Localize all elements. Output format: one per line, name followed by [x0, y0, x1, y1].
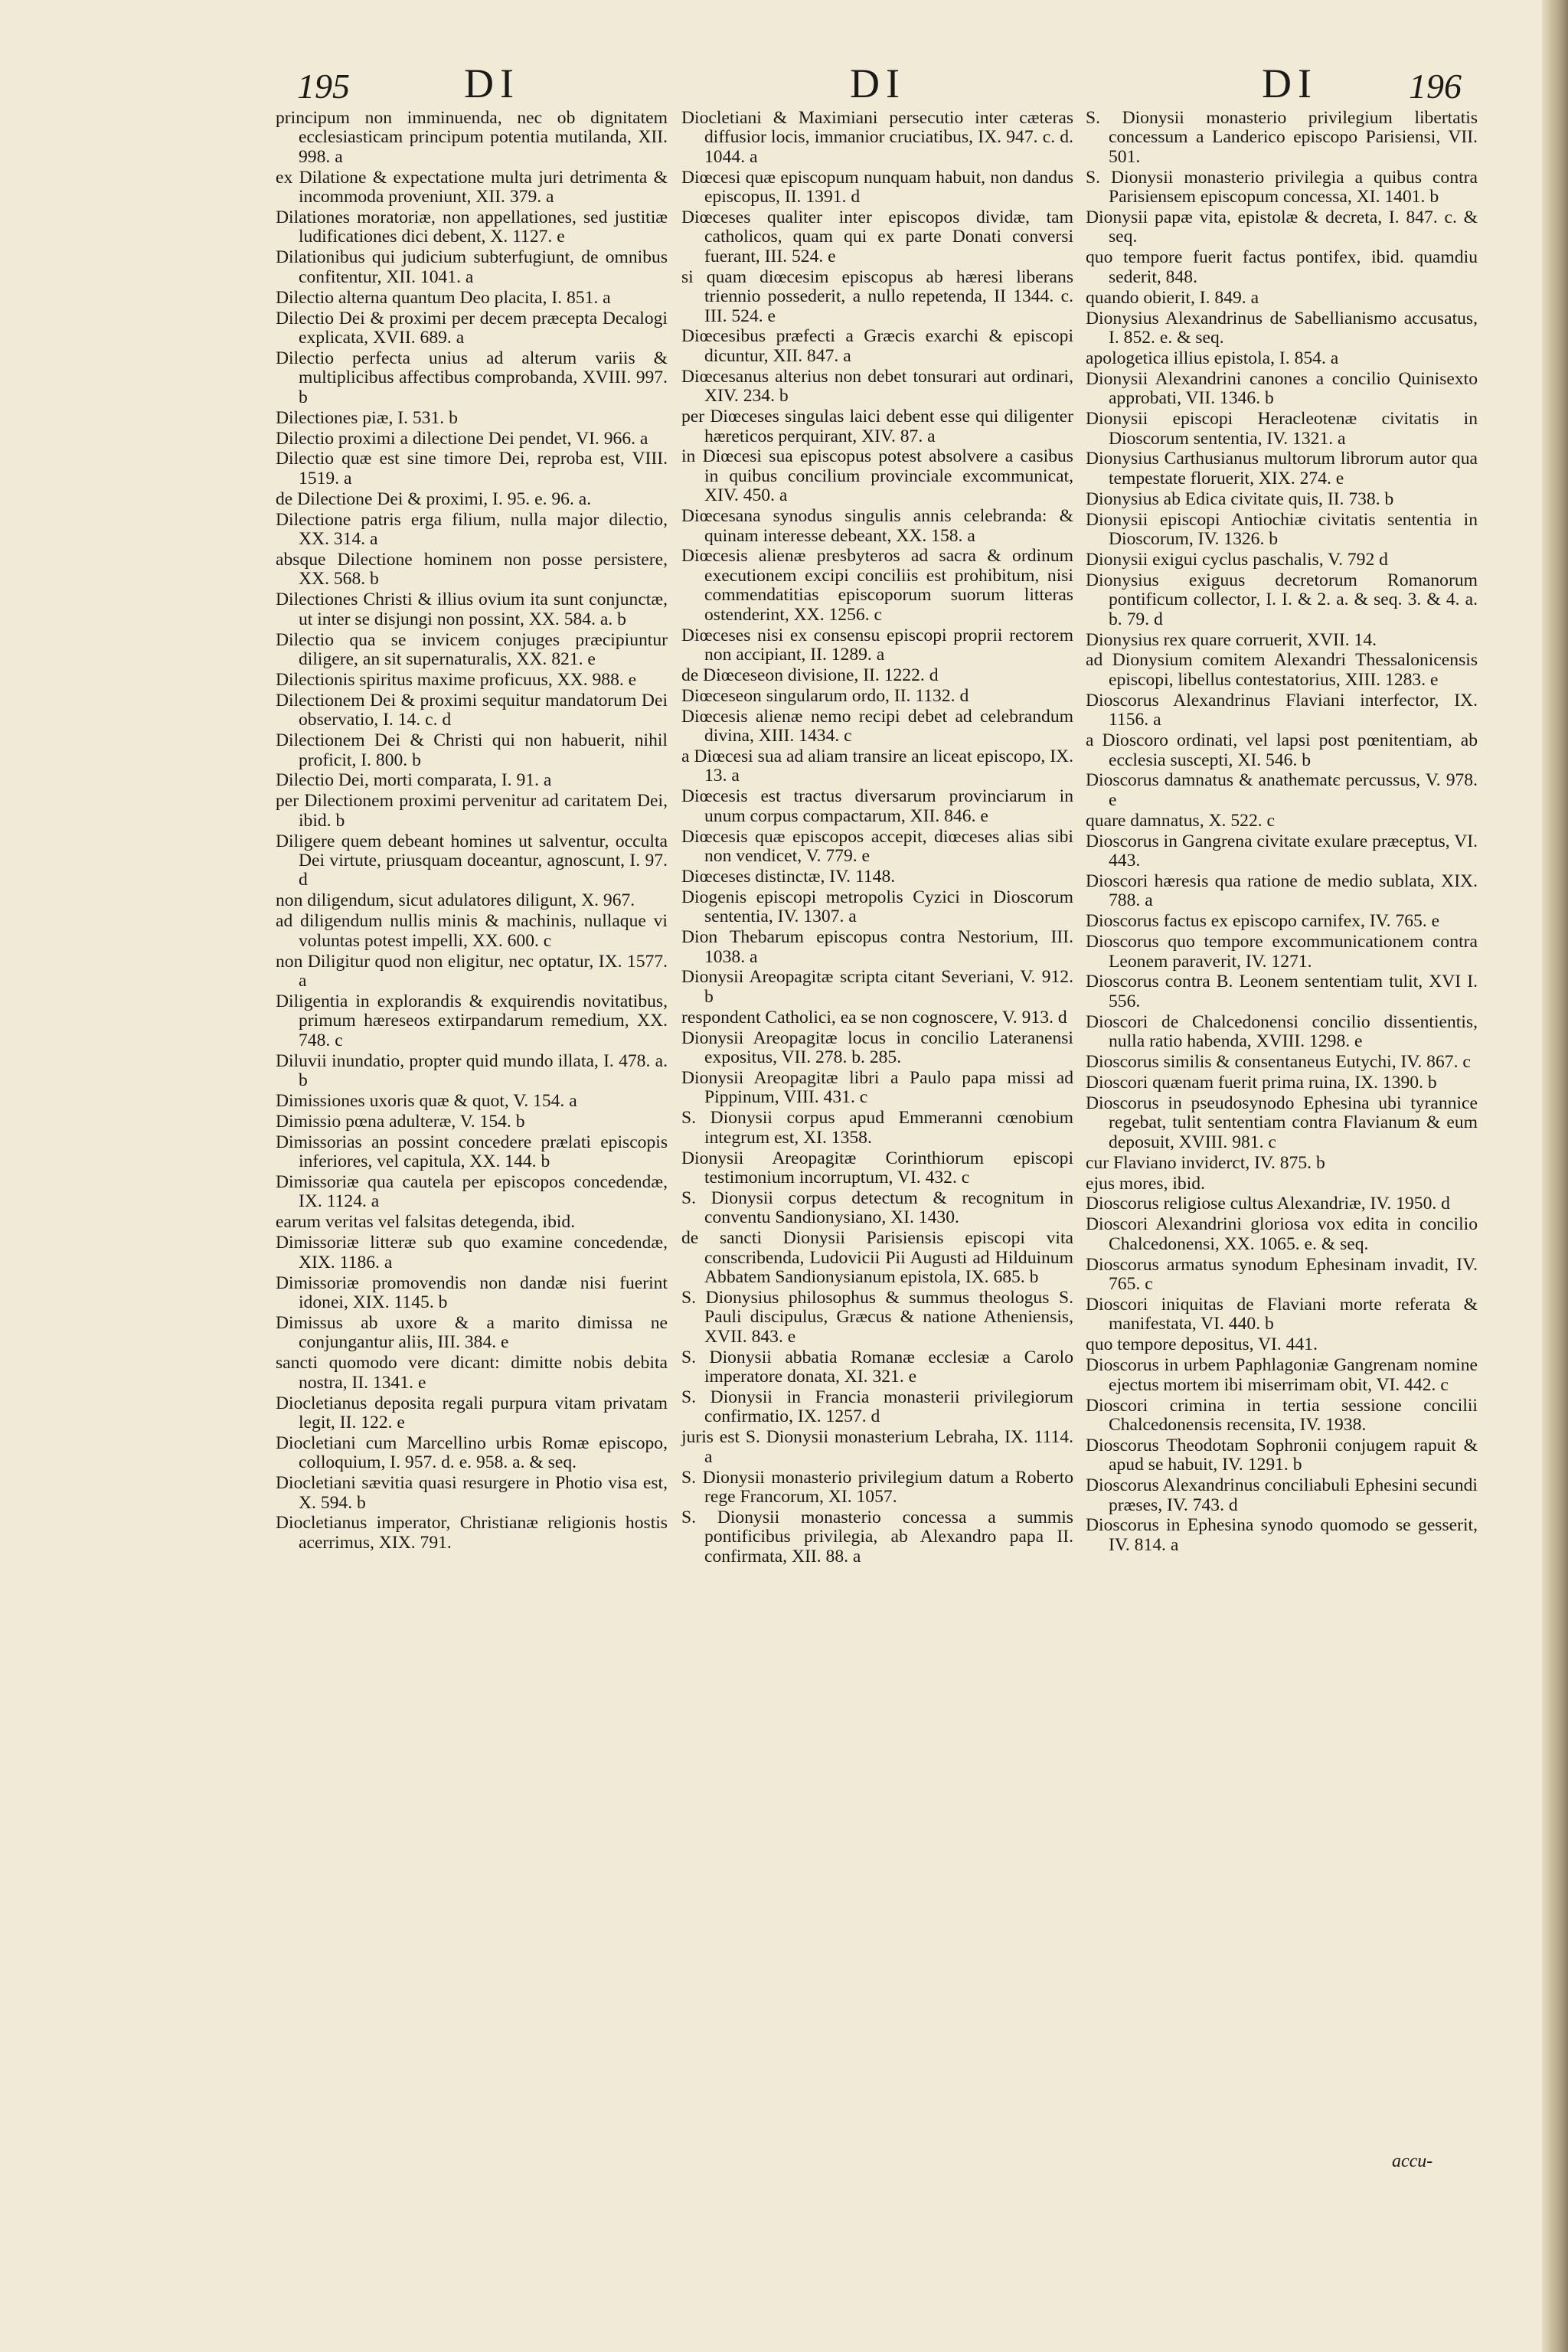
index-entry: S. Dionysius philosophus & summus theologus S. Pauli discipulus, Græcus & natione Atheniensis, XVII. 843. e	[681, 1287, 1073, 1347]
index-entry: Dioscorus quo tempore excommunicationem contra Leonem paraverit, IV. 1271.	[1086, 932, 1478, 972]
index-entry: Diœcesana synodus singulis annis celebranda: & quinam interesse debeant, XX. 158. a	[681, 506, 1073, 546]
index-entry: Diœcesanus alterius non debet tonsurari aut ordinari, XIV. 234. b	[681, 366, 1073, 407]
index-entry: respondent Catholici, ea se non cognoscere, V. 913. d	[681, 1007, 1067, 1027]
index-entry: ad Dionysium comitem Alexandri Thessalonicensis episcopi, libellus contestatorius, XIII. 1283. e	[1086, 650, 1478, 690]
index-entry: Diocletiani sævitia quasi resurgere in Photio visa est, X. 594. b	[276, 1473, 668, 1513]
index-entry: non Diligitur quod non eligitur, nec optatur, IX. 1577. a	[276, 951, 668, 991]
index-entry: Dionysii papæ vita, epistolæ & decreta, I. 847. c. & seq.	[1086, 207, 1478, 247]
left-page-number: 195	[297, 67, 350, 106]
index-entry: Dilationibus qui judicium subterfugiunt, de omnibus confitentur, XII. 1041. a	[276, 247, 668, 287]
index-entry: Dimissoriæ qua cautela per episcopos concedendæ, IX. 1124. a	[276, 1172, 668, 1212]
index-entry: juris est S. Dionysii monasterium Lebraha, IX. 1114. a	[681, 1427, 1073, 1467]
index-entry: per Dilectionem proximi pervenitur ad caritatem Dei, ibid. b	[276, 791, 668, 831]
index-entry: principum non imminuenda, nec ob dignitatem ecclesiasticam principum potentia mutilanda, XII. 998. a	[276, 108, 668, 167]
index-entry: Dilationes moratoriæ, non appellationes, sed justitiæ ludificationes dici debent, X. 1127. e	[276, 207, 668, 247]
index-entry: Dionysii Areopagitæ libri a Paulo papa missi ad Pippinum, VIII. 431. c	[681, 1068, 1073, 1108]
index-entry: Diœcesis alienæ presbyteros ad sacra & ordinum executionem excipi conciliis est prohibitum, nisi commendatitias episcoporum suorum litteras ostenderint, XX. 1256. c	[681, 546, 1073, 625]
index-entry: sancti quomodo vere dicant: dimitte nobis debita nostra, II. 1341. e	[276, 1353, 668, 1393]
index-entry: quando obierit, I. 849. a	[1086, 287, 1259, 308]
index-entry: Dionysii episcopi Antiochiæ civitatis sententia in Dioscorum, IV. 1326. b	[1086, 509, 1478, 550]
index-entry: Dioscorus factus ex episcopo carnifex, IV. 765. e	[1086, 911, 1440, 932]
index-entry: S. Dionysii monasterio concessa a summis pontificibus privilegia, ab Alexandro papa II. confirmata, XII. 88. a	[681, 1507, 1073, 1566]
page-gutter-shadow	[1542, 0, 1568, 2352]
index-entry: cur Flaviano inviderct, IV. 875. b	[1086, 1152, 1325, 1173]
index-entry: Diœceses nisi ex consensu episcopi proprii rectorem non accipiant, II. 1289. a	[681, 625, 1073, 665]
index-entry: Diœcesis alienæ nemo recipi debet ad celebrandum divina, XIII. 1434. c	[681, 706, 1073, 746]
index-entry: non diligendum, sicut adulatores diligunt, X. 967.	[276, 890, 635, 911]
index-entry: Dion Thebarum episcopus contra Nestorium, III. 1038. a	[681, 927, 1073, 967]
index-entry: absque Dilectione hominem non posse persistere, XX. 568. b	[276, 549, 668, 590]
index-column-middle	[681, 109, 1073, 1568]
index-entry: ad diligendum nullis minis & machinis, nullaque vi voluntas potest impelli, XX. 600. c	[276, 911, 668, 951]
index-entry: S. Dionysii monasterio privilegium datum a Roberto rege Francorum, XI. 1057.	[681, 1467, 1073, 1508]
right-page-number: 196	[1409, 67, 1462, 106]
index-entry: Dioscorus contra B. Leonem sententiam tulit, XVI I. 556.	[1086, 972, 1478, 1011]
index-entry: S. Dionysii corpus detectum & recognitum in conventu Sandionysiano, XI. 1430.	[681, 1187, 1073, 1228]
center-running-headword: DI	[850, 60, 906, 106]
index-entry: Dilectio quæ est sine timore Dei, reproba est, VIII. 1519. a	[276, 449, 668, 488]
left-running-headword: DI	[464, 60, 520, 106]
index-entry: S. Dionysii corpus apud Emmeranni cœnobium integrum est, XI. 1358.	[681, 1108, 1073, 1148]
index-entry: Dilectionem Dei & Christi qui non habuerit, nihil proficit, I. 800. b	[276, 730, 668, 770]
index-entry: Dilectiones Christi & illius ovium ita sunt conjunctæ, ut inter se disjungi non possint, XX. 584. a. b	[276, 590, 668, 629]
index-entry: Dimissoriæ litteræ sub quo examine concedendæ, XIX. 1186. a	[276, 1233, 668, 1272]
index-entry: Dionysius Carthusianus multorum librorum autor qua tempestate floruerit, XIX. 274. e	[1086, 449, 1478, 488]
index-entry: Dioscorus similis & consentaneus Eutychi, IV. 867. c	[1086, 1052, 1471, 1073]
index-entry: Dilectionem Dei & proximi sequitur mandatorum Dei observatio, I. 14. c. d	[276, 690, 668, 730]
index-entry: Dioscori de Chalcedonensi concilio dissentientis, nulla ratio habenda, XVIII. 1298. e	[1086, 1011, 1478, 1052]
index-entry: Dilectione patris erga filium, nulla major dilectio, XX. 314. a	[276, 509, 668, 550]
index-column-left	[276, 109, 668, 1554]
index-entry: de Dilectione Dei & proximi, I. 95. e. 96. a.	[276, 488, 592, 509]
index-entry: Dioscorus Alexandrinus Flaviani interfector, IX. 1156. a	[1086, 690, 1478, 730]
index-entry: Dimissoriæ promovendis non dandæ nisi fuerint idonei, XIX. 1145. b	[276, 1272, 668, 1312]
index-entry: Dilectio perfecta unius ad alterum variis & multiplicibus affectibus comprobanda, XVIII. 997. b	[276, 348, 668, 407]
index-entry: Diocletianus deposita regali purpura vitam privatam legit, II. 122. e	[276, 1393, 668, 1432]
index-entry: quo tempore fuerit factus pontifex, ibid. quamdiu sederit, 848.	[1086, 247, 1478, 287]
index-entry: Dimissio pœna adulteræ, V. 154. b	[276, 1111, 525, 1132]
index-entry: Dioscorus in pseudosynodo Ephesina ubi tyrannice regebat, tulit sententiam contra Flavianum & eum deposuit, XVIII. 981. c	[1086, 1093, 1478, 1152]
index-entry: Dionysii Areopagitæ Corinthiorum episcopi testimonium incorruptum, VI. 432. c	[681, 1148, 1073, 1188]
index-entry: si quam diœcesim episcopus ab hæresi liberans triennio possederit, a nullo repetenda, II 1344. c. III. 524. e	[681, 266, 1073, 326]
index-entry: Dioscorus Alexandrinus conciliabuli Ephesini secundi præses, IV. 743. d	[1086, 1475, 1478, 1515]
catchword: accu-	[1392, 2151, 1433, 2171]
index-entry: Diœceseon singularum ordo, II. 1132. d	[681, 685, 969, 706]
index-entry: S. Dionysii in Francia monasterii privilegiorum confirmatio, IX. 1257. d	[681, 1387, 1073, 1427]
index-entry: Dionysii Areopagitæ scripta citant Severiani, V. 912. b	[681, 967, 1073, 1007]
index-entry: Dioscorus religiose cultus Alexandriæ, IV. 1950. d	[1086, 1194, 1450, 1214]
index-entry: a Diœcesi sua ad aliam transire an liceat episcopo, IX. 13. a	[681, 746, 1073, 786]
index-entry: Diœcesibus præfecti a Græcis exarchi & episcopi dicuntur, XII. 847. a	[681, 326, 1073, 366]
index-entry: Diœcesis est tractus diversarum provinciarum in unum corpus compactarum, XII. 846. e	[681, 786, 1073, 826]
index-entry: Diogenis episcopi metropolis Cyzici in Dioscorum sententia, IV. 1307. a	[681, 887, 1073, 927]
index-entry: Dionysii Alexandrini canones a concilio Quinisexto approbati, VII. 1346. b	[1086, 368, 1478, 409]
index-entry: a Dioscoro ordinati, vel lapsi post pœnitentiam, ab ecclesia suscepti, XI. 546. b	[1086, 730, 1478, 770]
index-entry: Dioscori Alexandrini gloriosa vox edita in concilio Chalcedonensi, XX. 1065. e. & seq.	[1086, 1214, 1478, 1254]
index-entry: Dioscori hæresis qua ratione de medio sublata, XIX. 788. a	[1086, 871, 1478, 911]
index-entry: per Diœceses singulas laici debent esse qui diligenter hæreticos perquirant, XIV. 87. a	[681, 407, 1073, 446]
index-entry: in Diœcesi sua episcopus potest absolvere a casibus in quibus concilium provinciale excommunicat, XIV. 450. a	[681, 446, 1073, 506]
index-entry: S. Dionysii monasterio privilegium libertatis concessum a Landerico episcopo Parisiensi, VII. 501.	[1086, 108, 1478, 167]
index-entry: quare damnatus, X. 522. c	[1086, 810, 1276, 831]
right-running-headword: DI	[1262, 60, 1318, 106]
index-entry: Dilectio Dei & proximi per decem præcepta Decalogi explicata, XVII. 689. a	[276, 308, 668, 348]
index-entry: Dionysii episcopi Heracleotenæ civitatis in Dioscorum sententia, IV. 1321. a	[1086, 409, 1478, 449]
index-entry: Dioscori quænam fuerit prima ruina, IX. 1390. b	[1086, 1073, 1437, 1093]
index-entry: Dioscorus Theodotam Sophronii conjugem rapuit & apud se habuit, IV. 1291. b	[1086, 1435, 1478, 1475]
index-entry: quo tempore depositus, VI. 441.	[1086, 1334, 1318, 1355]
index-entry: earum veritas vel falsitas detegenda, ibid.	[276, 1212, 576, 1233]
index-entry: Diocletiani & Maximiani persecutio inter cæteras diffusior locis, immanior cruciatibus, IX. 947. c. d. 1044. a	[681, 108, 1073, 167]
index-entry: Dionysius rex quare corruerit, XVII. 14.	[1086, 629, 1377, 650]
index-entry: Diocletiani cum Marcellino urbis Romæ episcopo, colloquium, I. 957. d. e. 958. a. & seq.	[276, 1432, 668, 1473]
index-entry: Dilectio proximi a dilectione Dei pendet, VI. 966. a	[276, 428, 648, 449]
index-entry: Dioscorus in urbem Paphlagoniæ Gangrenam nomine ejectus mortem ibi miserrimam obit, VI. 442. c	[1086, 1355, 1478, 1395]
index-entry: Dilectio Dei, morti comparata, I. 91. a	[276, 770, 552, 791]
index-entry: Dioscorus in Gangrena civitate exulare præceptus, VI. 443.	[1086, 831, 1478, 871]
index-entry: Dilectio qua se invicem conjuges præcipiuntur diligere, an sit supernaturalis, XX. 821. e	[276, 629, 668, 669]
index-entry: Diœcesi quæ episcopum nunquam habuit, non dandus episcopus, II. 1391. d	[681, 167, 1073, 207]
index-entry: Diocletianus imperator, Christianæ religionis hostis acerrimus, XIX. 791.	[276, 1513, 668, 1553]
index-entry: Diœcesis quæ episcopos accepit, diœceses alias sibi non vendicet, V. 779. e	[681, 826, 1073, 867]
index-entry: S. Dionysii abbatia Romanæ ecclesiæ a Carolo imperatore donata, XI. 321. e	[681, 1347, 1073, 1387]
index-entry: Dimissiones uxoris quæ & quot, V. 154. a	[276, 1090, 577, 1111]
index-entry: Dilectionis spiritus maxime proficuus, XX. 988. e	[276, 669, 637, 690]
index-entry: de Diœceseon divisione, II. 1222. d	[681, 665, 939, 685]
index-entry: Diluvii inundatio, propter quid mundo illata, I. 478. a. b	[276, 1050, 668, 1090]
index-entry: Dioscorus in Ephesina synodo quomodo se gesserit, IV. 814. a	[1086, 1515, 1478, 1555]
index-column-right	[1086, 109, 1478, 1557]
index-entry: Dioscorus armatus synodum Ephesinam invadit, IV. 765. c	[1086, 1254, 1478, 1295]
index-entry: Dionysii exigui cyclus paschalis, V. 792 d	[1086, 549, 1388, 570]
index-entry: Dilectio alterna quantum Deo placita, I. 851. a	[276, 287, 611, 308]
index-entry: Dionysii Areopagitæ locus in concilio Lateranensi expositus, VII. 278. b. 285.	[681, 1027, 1073, 1068]
index-entry: Dioscori crimina in tertia sessione concilii Chalcedonensis recensita, IV. 1938.	[1086, 1395, 1478, 1435]
index-entry: apologetica illius epistola, I. 854. a	[1086, 348, 1339, 368]
index-entry: Dimissus ab uxore & a marito dimissa ne conjungantur aliis, III. 384. e	[276, 1312, 668, 1353]
index-entry: Diœceses distinctæ, IV. 1148.	[681, 866, 896, 887]
index-entry: Diligere quem debeant homines ut salventur, occulta Dei virtute, priusquam doceantur, agnoscunt, I. 97. d	[276, 831, 668, 890]
index-entry: de sancti Dionysii Parisiensis episcopi vita conscribenda, Ludovicii Pii Augusti ad Hilduinum Abbatem Sandionysianum epistola, IX. 685. b	[681, 1228, 1073, 1288]
index-entry: Diligentia in explorandis & exquirendis novitatibus, primum hæreseos extirpandarum remedium, XX. 748. c	[276, 991, 668, 1050]
index-entry: ejus mores, ibid.	[1086, 1173, 1205, 1194]
index-entry: Dilectiones piæ, I. 531. b	[276, 407, 458, 428]
index-entry: Diœceses qualiter inter episcopos dividæ, tam catholicos, quam qui ex parte Donati conversi fuerant, III. 524. e	[681, 207, 1073, 266]
index-entry: Dimissorias an possint concedere prælati episcopis inferiores, vel capitula, XX. 144. b	[276, 1132, 668, 1172]
index-entry: ex Dilatione & expectatione multa juri detrimenta & incommoda proveniunt, XII. 379. a	[276, 167, 668, 207]
index-entry: Dioscori iniquitas de Flaviani morte referata & manifestata, VI. 440. b	[1086, 1294, 1478, 1334]
index-entry: Dionysius ab Edica civitate quis, II. 738. b	[1086, 488, 1394, 509]
index-entry: Dionysius Alexandrinus de Sabellianismo accusatus, I. 852. e. & seq.	[1086, 308, 1478, 348]
index-entry: S. Dionysii monasterio privilegia a quibus contra Parisiensem episcopum concessa, XI. 1401. b	[1086, 167, 1478, 207]
index-entry: Dioscorus damnatus & anathematє percussus, V. 978. e	[1086, 770, 1478, 810]
index-entry: Dionysius exiguus decretorum Romanorum pontificum collector, I. I. & 2. a. & seq. 3. & 4. a. b. 79. d	[1086, 570, 1478, 629]
